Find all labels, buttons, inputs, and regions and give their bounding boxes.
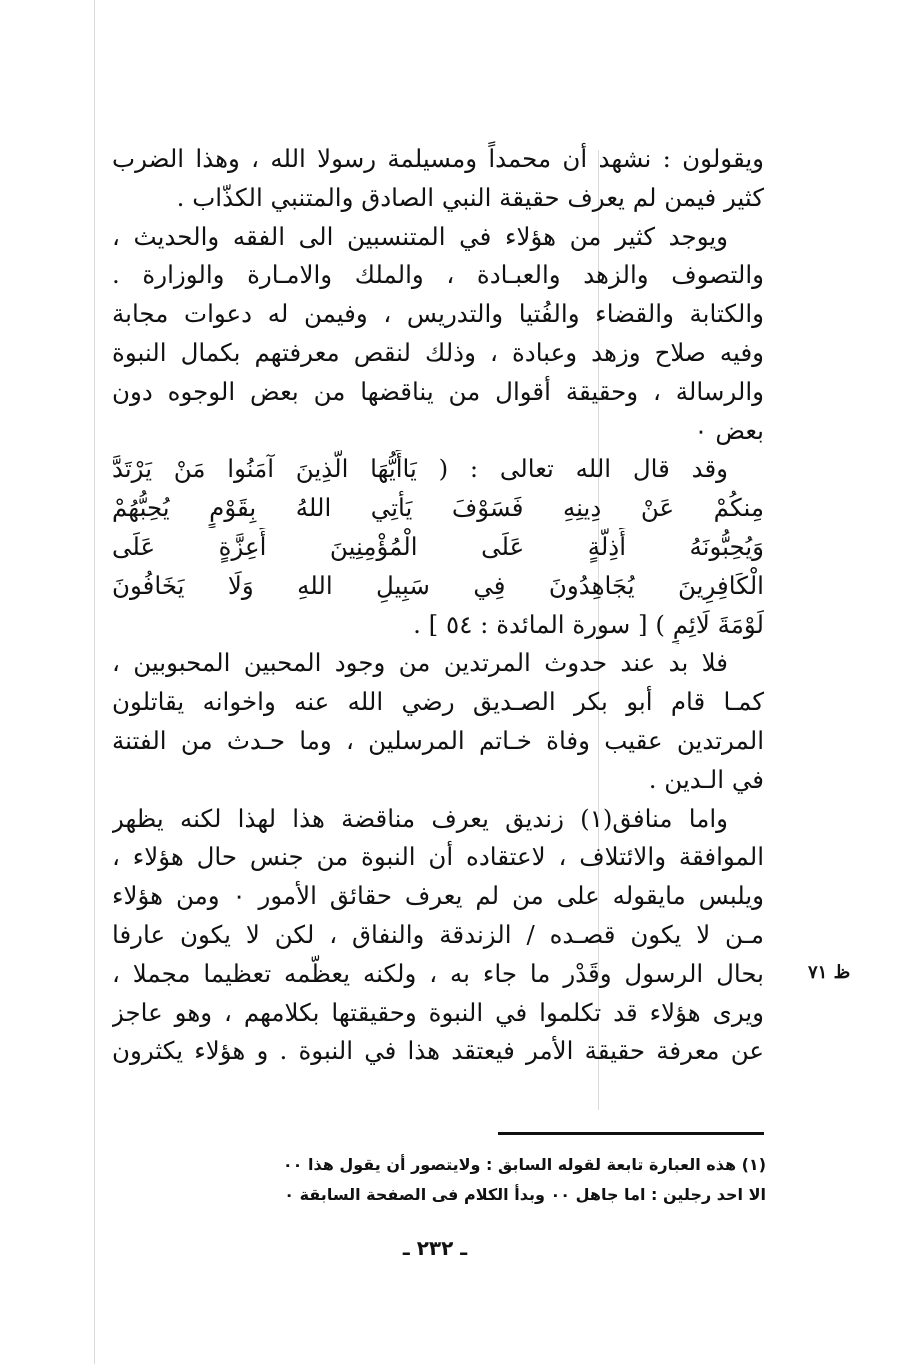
- text-line: كمـا قام أبو بكر الصـديق رضي الله عنه واخوانه يقاتلون: [112, 687, 764, 717]
- text-line: الموافقة والائتلاف ، لاعتقاده أن النبوة من جنس حال هؤلاء ،: [112, 842, 764, 872]
- text-line: ويلبس مايقوله على من لم يعرف حقائق الأمور ٠ ومن هؤلاء: [112, 881, 764, 911]
- text-line: والكتابة والقضاء والفُتيا والتدريس ، وفيمن له دعوات مجابة: [112, 299, 764, 329]
- footnote-separator: [498, 1132, 764, 1135]
- text-line: كثير فيمن لم يعرف حقيقة النبي الصادق والمتنبي الكذّاب .: [176, 182, 764, 212]
- footnote-line: (١) هذه العبارة تابعة لقوله السابق : ولايتصور أن يقول هذا ٠٠: [282, 1155, 766, 1174]
- text-line: فلا بد عند حدوث المرتدين من وجود المحبين المحبوبين ،: [112, 648, 728, 678]
- text-line: واما منافق(١) زنديق يعرف مناقضة هذا لهذا لكنه يظهر: [112, 803, 728, 833]
- text-line: مـن لا يكون قصـده / الزندقة والنفاق ، لكن لا يكون عارفا: [112, 919, 764, 949]
- text-line: بعض ٠: [694, 415, 764, 445]
- main-text-block: [112, 140, 764, 1071]
- text-line: عن معرفة حقيقة الأمر فيعتقد هذا في النبوة . و هؤلاء يكثرون: [112, 1036, 764, 1066]
- footnote-line: الا احد رجلين : اما جاهل ٠٠ وبدأ الكلام فى الصفحة السابقة ٠: [284, 1185, 766, 1204]
- text-line: الْكَافِرِينَ يُجَاهِدُونَ فِي سَبِيلِ اللهِ وَلَا يَخَافُونَ: [112, 570, 764, 600]
- text-line: مِنكُمْ عَنْ دِينِهِ فَسَوْفَ يَأْتِي اللهُ بِقَوْمٍ يُحِبُّهُمْ: [112, 493, 764, 523]
- text-line: لَوْمَةَ لَائِمٍ ) [ سورة المائدة : ٥٤ ] .: [413, 609, 764, 639]
- text-line: وَيُحِبُّونَهُ أَذِلَّةٍ عَلَى الْمُؤْمِنِينَ أَعِزَّةٍ عَلَى: [112, 531, 764, 561]
- text-line: والرسالة ، وحقيقة أقوال من يناقضها من بعض الوجوه دون: [112, 376, 764, 406]
- text-line: وفيه صلاح وزهد وعبادة ، وذلك لنقص معرفتهم بكمال النبوة: [112, 337, 764, 367]
- footnote-block: [132, 1150, 766, 1210]
- text-line: والتصوف والزهد والعبـادة ، والملك والامـارة والوزارة .: [112, 260, 764, 290]
- text-line: ويقولون : نشهد أن محمداً ومسيلمة رسولا الله ، وهذا الضرب: [112, 144, 764, 173]
- page-number: ـ ٢٣٢ ـ: [402, 1236, 468, 1260]
- text-line: ويرى هؤلاء قد تكلموا في النبوة وحقيقتها بكلامهم ، وهو عاجز: [112, 997, 764, 1027]
- text-line: ويوجد كثير من هؤلاء في المتنسبين الى الفقه والحديث ،: [112, 221, 728, 251]
- text-line: المرتدين عقيب وفاة خـاتم المرسلين ، وما حـدث من الفتنة: [112, 725, 764, 755]
- text-line: في الـدين .: [648, 764, 764, 794]
- text-line: وقد قال الله تعالى : ( يَاأَيُّهَا الَّذِينَ آمَنُوا مَنْ يَرْتَدَّ: [112, 454, 728, 484]
- manuscript-folio-marker: ظ ٧١: [808, 962, 851, 983]
- scan-artifact: [94, 0, 95, 1364]
- text-line: بحال الرسول وقَدْر ما جاء به ، ولكنه يعظّمه تعظيما مجملا ،: [112, 958, 764, 988]
